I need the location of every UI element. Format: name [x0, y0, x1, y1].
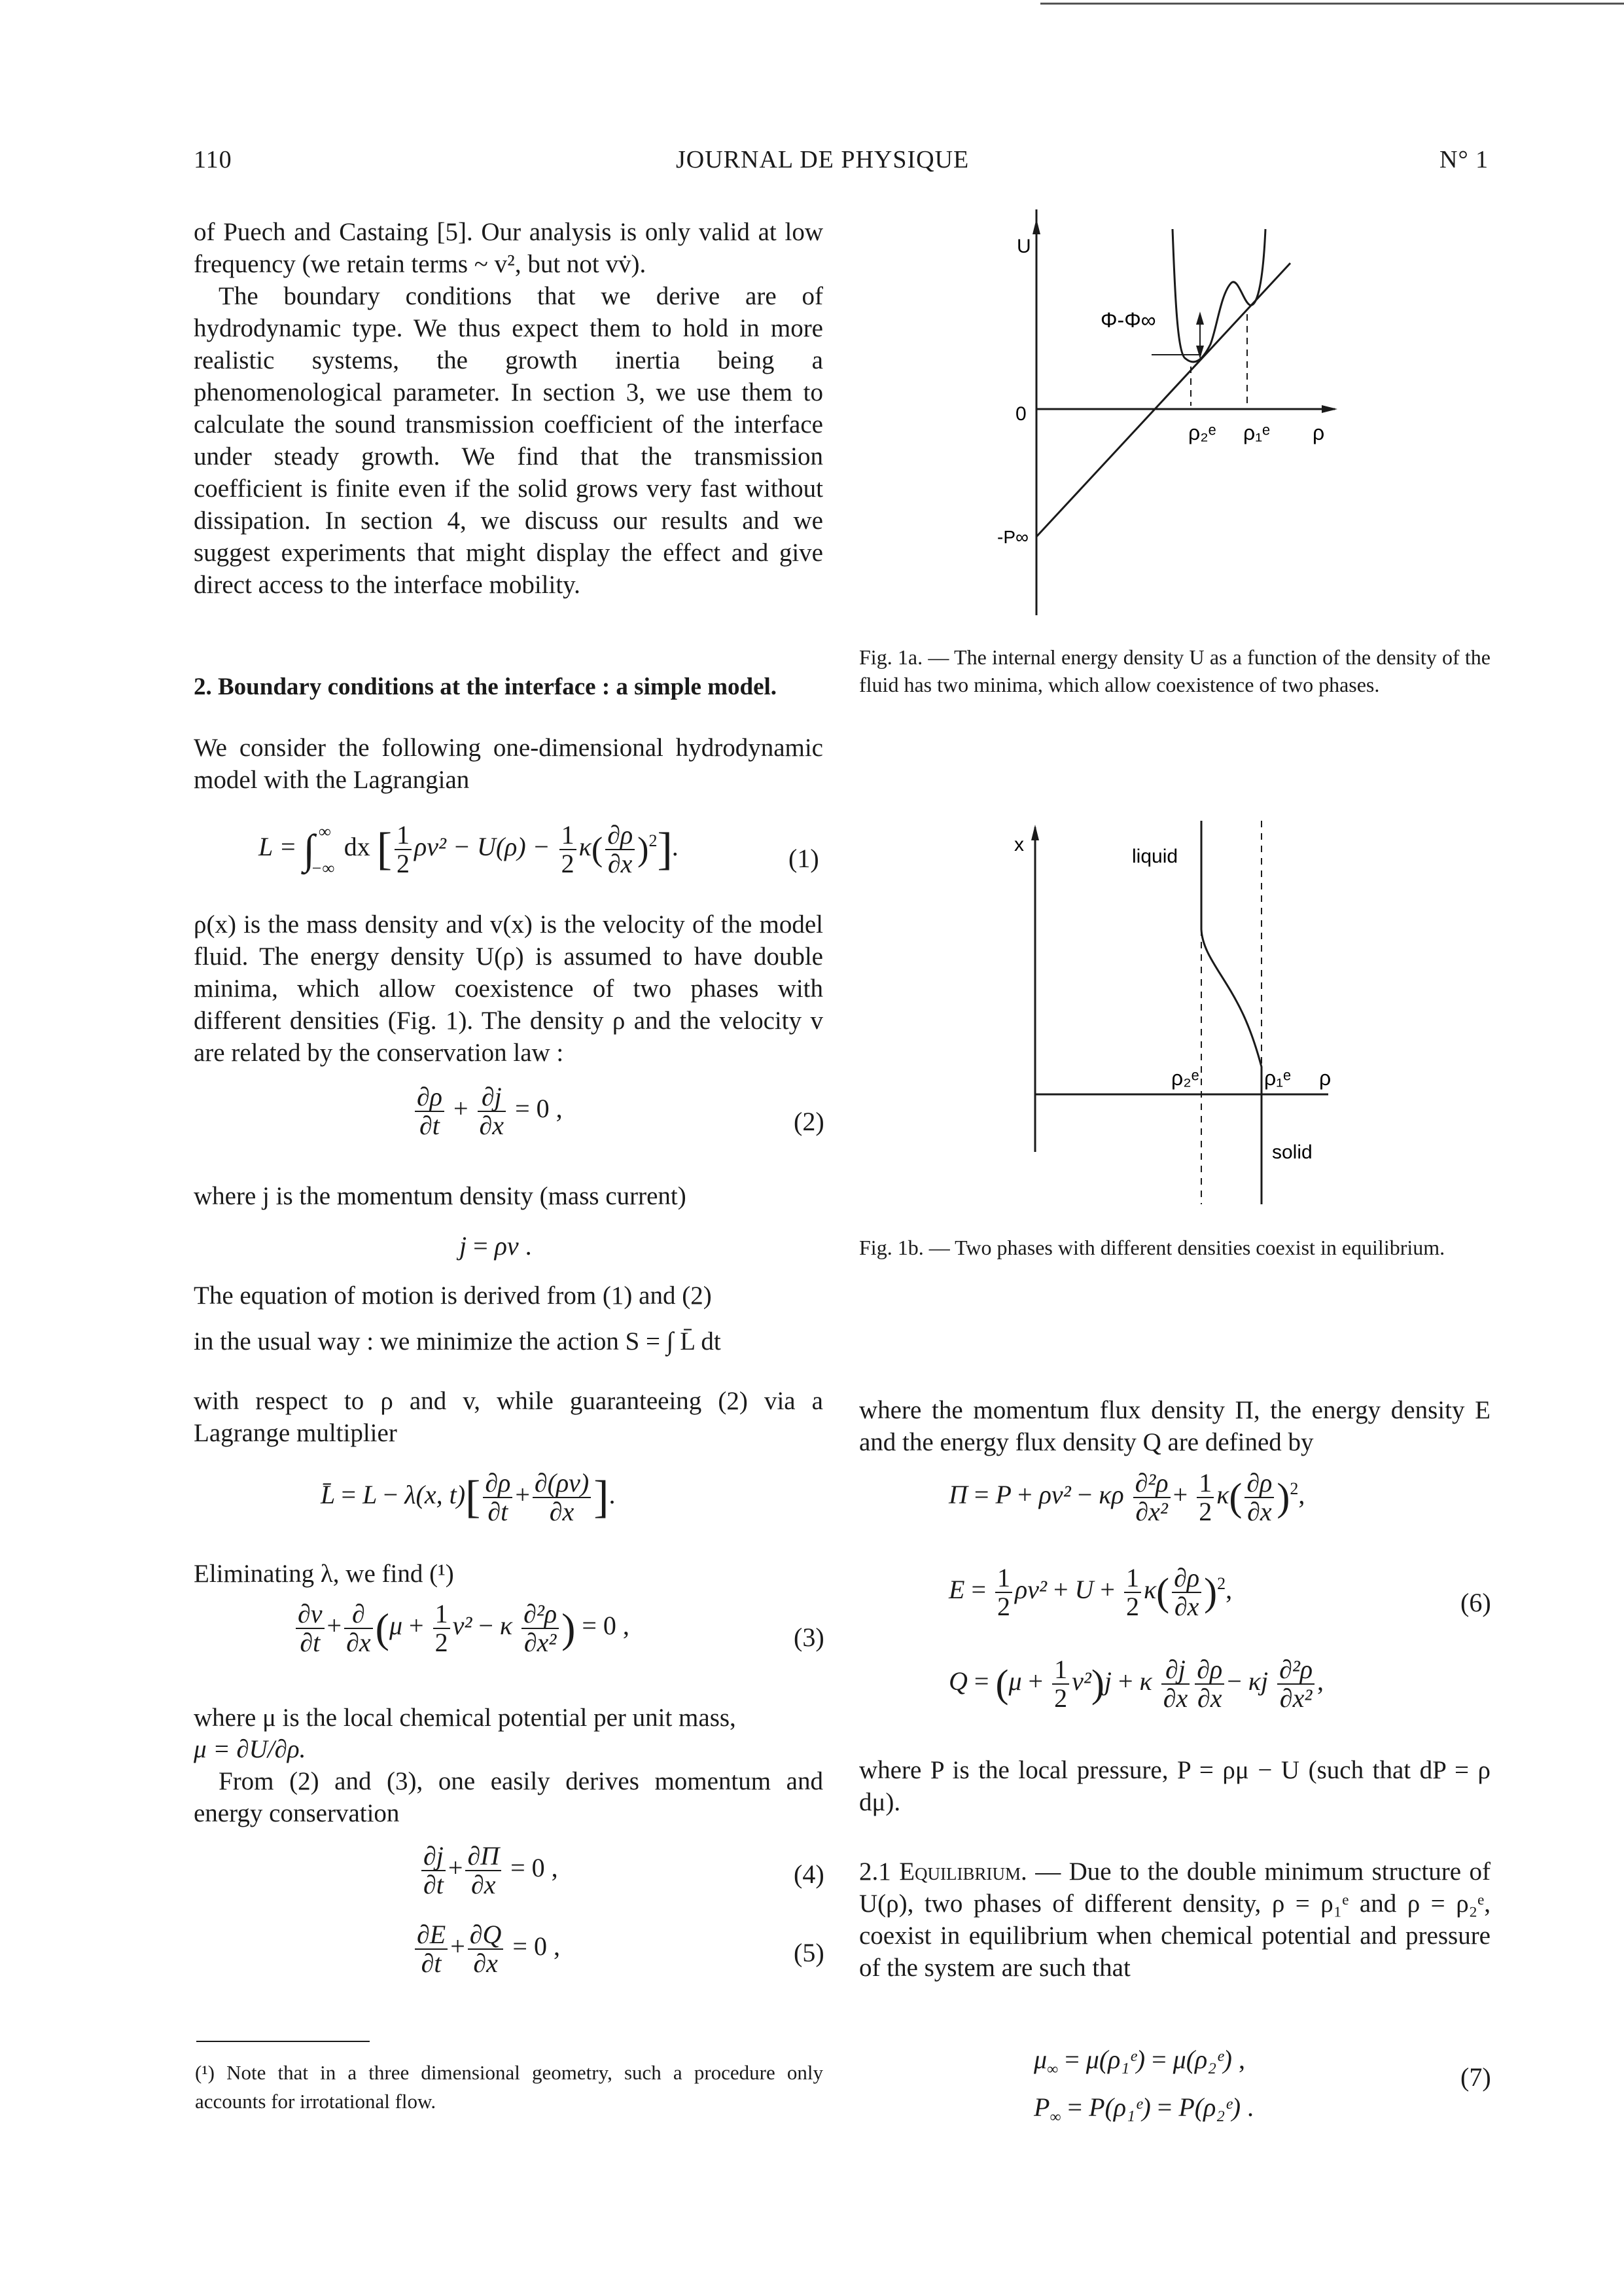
equation-6-number: (6)	[1460, 1588, 1491, 1617]
paragraph: where the momentum flux density Π, the energy density E and the energy flux density Q are defined by	[859, 1396, 1491, 1456]
energy-curve	[1173, 229, 1265, 362]
paragraph: where P is the local pressure, P = ρμ − U (such that dP = ρ dμ).	[859, 1756, 1491, 1816]
fig1a-neg-label: -P∞	[997, 527, 1029, 547]
density-profile	[1201, 821, 1262, 1204]
paragraph: where j is the momentum density (mass current)	[194, 1182, 686, 1210]
figure-1a-caption: Fig. 1a. — The internal energy density U as a function of the density of the fluid has two minima, which allow coexistence of two phases.	[859, 645, 1491, 696]
figure-1b	[995, 818, 1361, 1224]
equation-3: $\frac{\partial v}{\partial t}$ + $\frac{\partial}{\partial x}$ (μ + $\frac{1}{2}$ v² − κ $\frac{\text{∂²ρ}}{\text{∂x²}}$ ) = 0 ,	[293, 1600, 629, 1657]
equation-4-number: (4)	[794, 1859, 824, 1889]
equation-lbar: L̄ = L − λ(x, t)[ $\frac{\partial\rho}{\partial t}$ + $\frac{\partial(\rho v)}{\partial x}$ ].	[321, 1468, 616, 1526]
equation-3-number: (3)	[794, 1623, 824, 1652]
equation-6-q: Q = (μ + $\frac{1}{2}$ v²)j + κ $\frac{\partial j}{\partial x}$ $\frac{\partial\rho}{\partial x}$ − κj $\frac{\text{∂²ρ}}{\text{∂x²}}$ ,	[949, 1655, 1324, 1713]
fig1a-rho1-label: ρ₁ᵉ	[1243, 421, 1270, 444]
equation-2: $\frac{\partial\rho}{\partial t}$ + $\frac{\partial j}{\partial x}$ = 0 ,	[412, 1083, 563, 1139]
section-heading: 2. Boundary conditions at the interface : a simple model.	[194, 673, 777, 700]
equation-5-number: (5)	[794, 1938, 824, 1967]
equation-4: $\frac{\partial j}{\partial t}$ + $\frac{\partial\Pi}{\partial x}$ = 0 ,	[419, 1842, 558, 1899]
paragraph: of Puech and Castaing [5]. Our analysis is only valid at low frequency (we retain terms ~ v², but not vv̇).	[194, 218, 823, 278]
fig1b-rho1-label: ρ₁ᵉ	[1264, 1066, 1291, 1090]
paragraph: in the usual way : we minimize the action S = ∫ L̄ dt	[194, 1327, 721, 1355]
fig1b-y-label: x	[1014, 834, 1024, 855]
left-column-top	[194, 216, 823, 601]
equation-6-e: E = $\frac{1}{2}$ ρv² + U + $\frac{1}{2}$ κ( $\frac{\partial\rho}{\partial x}$ )$^2$,	[949, 1563, 1233, 1621]
fig1a-y-label: U	[1017, 236, 1031, 257]
paragraph: Eliminating λ, we find (¹)	[194, 1560, 454, 1588]
equation-1-number: (1)	[788, 844, 819, 873]
equation-7-number: (7)	[1460, 2062, 1491, 2092]
footnote-rule	[196, 2041, 370, 2042]
figure-1b-caption: Fig. 1b. — Two phases with different densities coexist in equilibrium.	[859, 1236, 1445, 1259]
paragraph: with respect to ρ and v, while guaranteeing (2) via a Lagrange multiplier	[194, 1387, 823, 1447]
equation-6-pi: Π = P + ρv² − κρ $\frac{\text{∂²ρ}}{\text{∂x²}}$ + $\frac{1}{2}$ κ( $\frac{\partial\rho}{\partial x}$ )$^2$,	[949, 1468, 1305, 1526]
paragraph: μ = ∂U/∂ρ.	[194, 1735, 306, 1763]
fig1a-x-label: ρ	[1313, 421, 1325, 444]
issue-number: N° 1	[1439, 146, 1489, 173]
fig1b-x-label: ρ	[1319, 1066, 1332, 1090]
fig1b-solid-label: solid	[1272, 1141, 1313, 1163]
subsection-heading: 2.1 Equilibrium.	[859, 1857, 1027, 1886]
paragraph: — Due to the double minimum structure of U(ρ), two phases of different density, ρ = ρ₁ᵉ and ρ = ρ₂ᵉ, coexist in equilibrium when chemical potential and pressure of the system are such that	[859, 1857, 1491, 1982]
fig1b-liquid-label: liquid	[1132, 846, 1178, 867]
paragraph: We consider the following one-dimensional hydrodynamic model with the Lagrangian	[194, 734, 823, 794]
page-number: 110	[194, 146, 232, 173]
fig1a-phi-label: Φ-Φ∞	[1101, 308, 1156, 332]
fig1a-zero-label: 0	[1015, 403, 1027, 425]
equation-2-number: (2)	[794, 1107, 824, 1136]
paragraph: ρ(x) is the mass density and v(x) is the velocity of the model fluid. The energy density U(ρ) is assumed to have double minima, which allow coexistence of two phases with different densities (Fig. 1). The density ρ and the velocity v are related by the conservation law :	[194, 910, 823, 1067]
top-rule	[1040, 3, 1624, 5]
equation-5: $\frac{\partial E}{\partial t}$ + $\frac{\partial Q}{\partial x}$ = 0 ,	[412, 1921, 560, 1977]
fig1b-rho2-label: ρ₂ᵉ	[1171, 1066, 1199, 1090]
paragraph: The boundary conditions that we derive are of hydrodynamic type. We thus expect them to hold in more realistic systems, the growth inertia being a phenomenological parameter. In section 3, we use them to calculate the sound transmission coefficient of the interface under steady growth. We find that the transmission coefficient is finite even if the solid grows very fast without dissipation. In section 4, we discuss our results and we suggest experiments that might display the effect and give direct access to the interface mobility.	[194, 282, 823, 599]
section-2-1	[859, 1856, 1491, 1984]
figure-1a	[995, 209, 1361, 628]
paragraph: From (2) and (3), one easily derives momentum and energy conservation	[194, 1767, 823, 1827]
fig1a-rho2-label: ρ₂ᵉ	[1188, 421, 1216, 444]
equation-1: $L = \int_{-\infty}^\infty$ dx [ $\frac{1}{2}$ ρv² − U(ρ) − $\frac{1}{2}$ κ( $\frac{\partial\rho}{\partial x}$ )$^2$].	[258, 820, 679, 878]
journal-title: JOURNAL DE PHYSIQUE	[676, 146, 970, 173]
paragraph: where μ is the local chemical potential per unit mass,	[194, 1704, 736, 1732]
footnote: (¹) Note that in a three dimensional geometry, such a procedure only accounts for irrotational flow.	[195, 2061, 823, 2113]
equation-j: j = ρv .	[459, 1231, 532, 1261]
equation-7: $\mu_\infty$ = μ(ρ₁ᵉ) = μ(ρ₂ᵉ) , $P_\infty$ = P(ρ₁ᵉ) = P(ρ₂ᵉ) .	[1034, 2045, 1254, 2126]
paragraph: The equation of motion is derived from (1) and (2)	[194, 1282, 712, 1310]
